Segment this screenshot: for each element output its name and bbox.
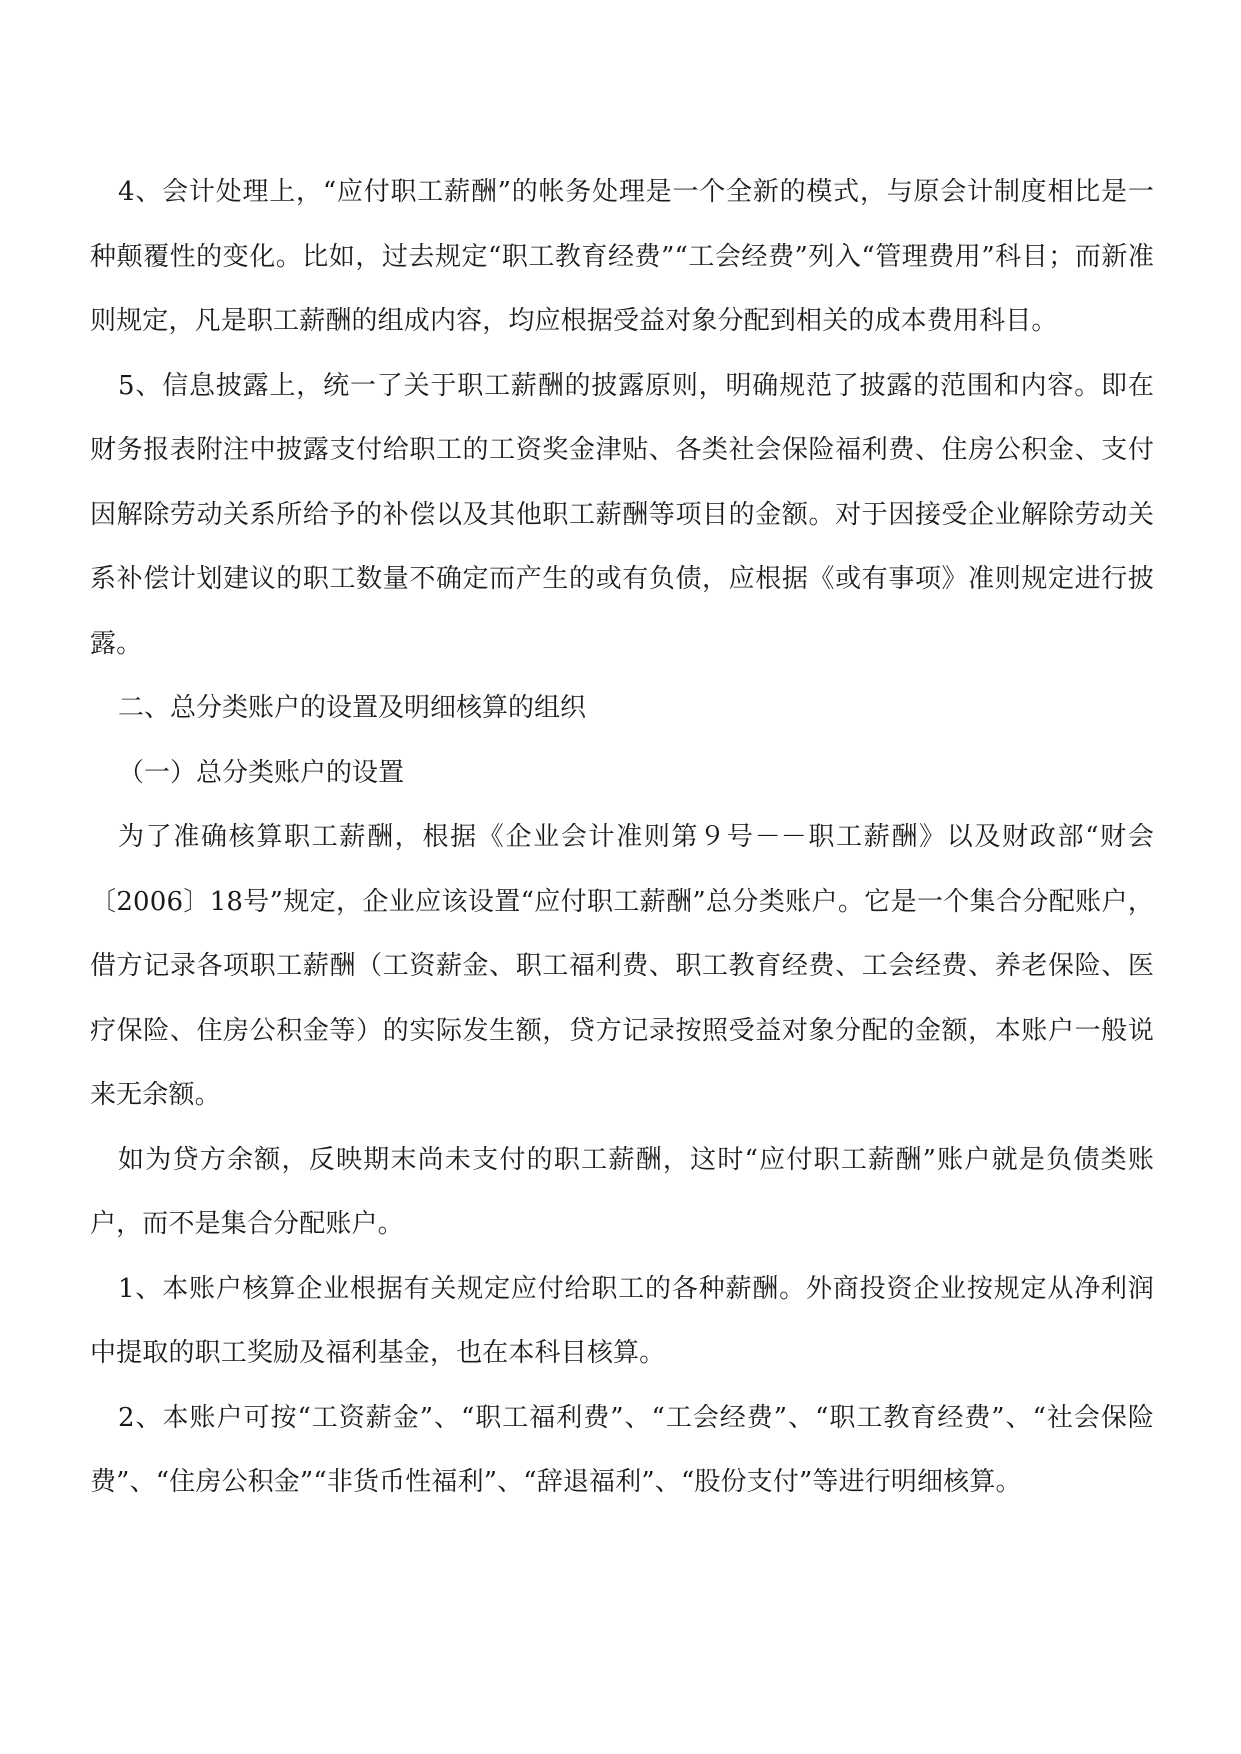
subsection-heading-account-setup: （一）总分类账户的设置 [118,757,405,788]
paragraph-detailed-accounting: 2、本账户可按“工资薪金”、“职工福利费”、“工会经费”、“职工教育经费”、“社会保险费”、“住房公积金”“非货币性福利”、“辞退福利”、“股份支付”等进行明细核算。 [90,1402,1154,1497]
paragraph-account-scope: 1、本账户核算企业根据有关规定应付给职工的各种薪酬。外商投资企业按规定从净利润中提取的职工奖励及福利基金，也在本科目核算。 [90,1273,1154,1368]
paragraph-credit-balance: 如为贷方余额，反映期末尚未支付的职工薪酬，这时“应付职工薪酬”账户就是负债类账户，而不是集合分配账户。 [90,1144,1154,1239]
document-body [90,160,1154,1515]
paragraph-accounting-treatment: 4、会计处理上，“应付职工薪酬”的帐务处理是一个全新的模式，与原会计制度相比是一种颠覆性的变化。比如，过去规定“职工教育经费”“工会经费”列入“管理费用”科目；而新准则规定，凡是职工薪酬的组成内容，均应根据受益对象分配到相关的成本费用科目。 [90,177,1154,336]
paragraph-information-disclosure: 5、信息披露上，统一了关于职工薪酬的披露原则，明确规范了披露的范围和内容。即在财务报表附注中披露支付给职工的工资奖金津贴、各类社会保险福利费、住房公积金、支付因解除劳动关系所给予的补偿以及其他职工薪酬等项目的金额。对于因接受企业解除劳动关系补偿计划建议的职工数量不确定而产生的或有负债，应根据《或有事项》准则规定进行披露。 [90,370,1154,659]
paragraph-account-purpose: 为了准确核算职工薪酬，根据《企业会计准则第９号－－职工薪酬》以及财政部“财会〔2006〕18号”规定，企业应该设置“应付职工薪酬”总分类账户。它是一个集合分配账户，借方记录各项职工薪酬（工资薪金、职工福利费、职工教育经费、工会经费、养老保险、医疗保险、住房公积金等）的实际发生额，贷方记录按照受益对象分配的金额，本账户一般说来无余额。 [90,822,1154,1110]
section-heading-general-accounts: 二、总分类账户的设置及明细核算的组织 [118,693,587,723]
